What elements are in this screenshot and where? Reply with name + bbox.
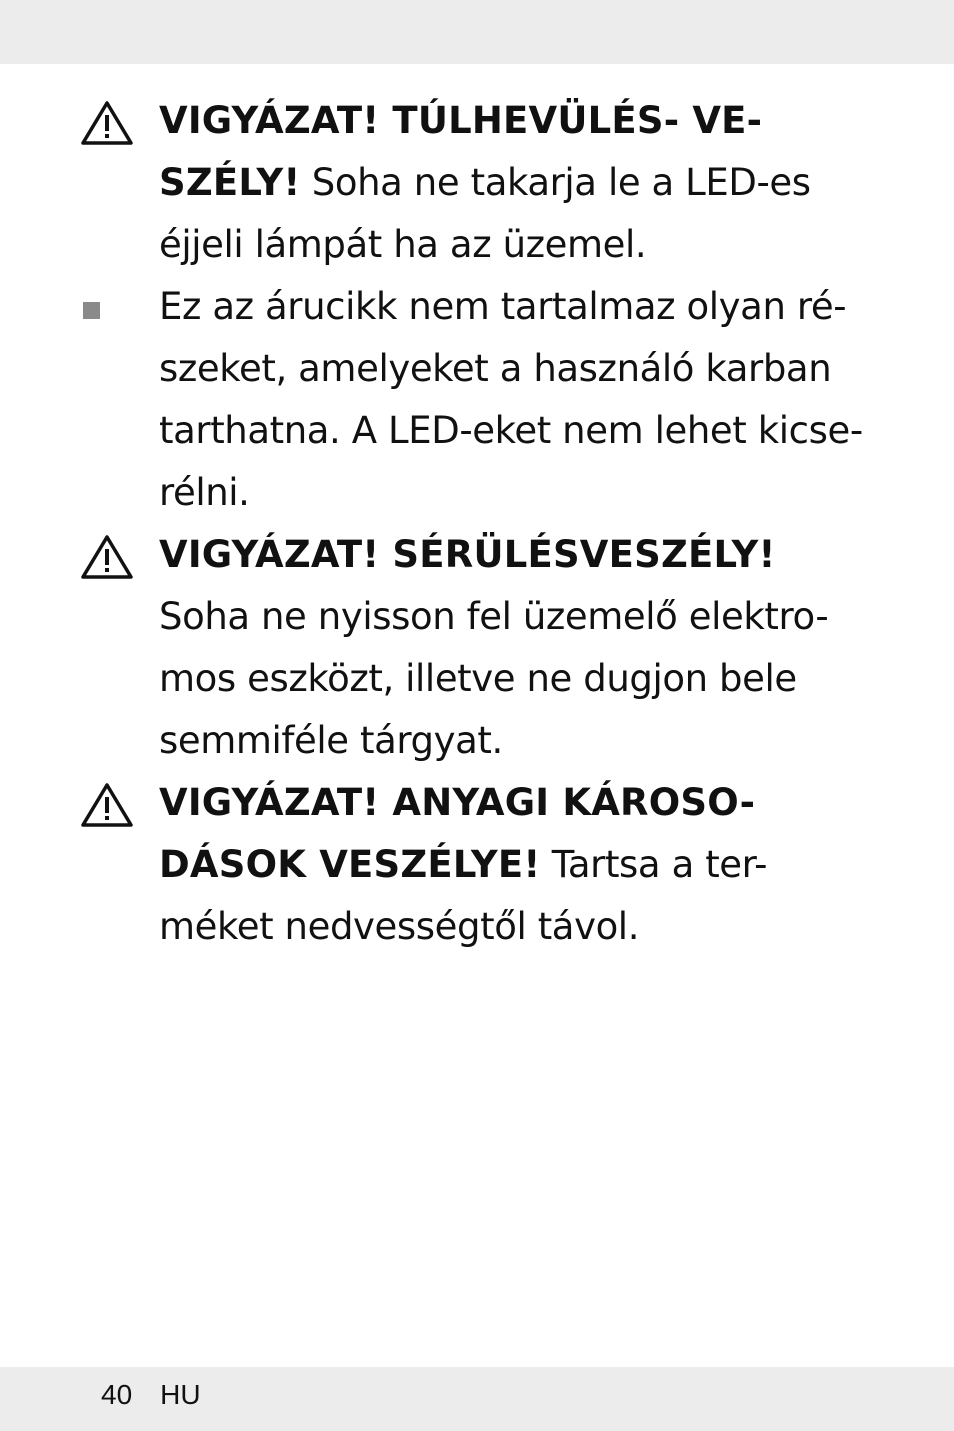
text-line: szeket, amelyeket a használó karban — [159, 347, 832, 390]
text-line: méket nedvességtől távol. — [159, 905, 640, 948]
page-footer — [101, 1378, 201, 1412]
text-line: SZÉLY! Soha ne takarja le a LED-es — [159, 161, 811, 204]
warning-overheat — [80, 90, 880, 276]
text-line: Soha ne nyisson fel üzemelő elektro- — [159, 595, 829, 638]
bold-heading: VIGYÁZAT! TÚLHEVÜLÉS- VE- — [159, 99, 763, 142]
text-line: DÁSOK VESZÉLYE! Tartsa a ter- — [159, 843, 768, 886]
text-line — [159, 772, 880, 834]
note-maintenance — [80, 276, 880, 524]
text-line: mos eszközt, illetve ne dugjon bele — [159, 657, 797, 700]
bold-heading: DÁSOK VESZÉLYE! — [159, 843, 541, 886]
warning-triangle-icon — [80, 534, 134, 580]
warning-injury — [80, 524, 880, 772]
language-code: HU — [160, 1379, 201, 1410]
warning-triangle-icon — [80, 100, 134, 146]
page-number: 40 — [101, 1379, 133, 1410]
square-bullet-icon — [83, 302, 100, 319]
top-band — [0, 0, 954, 64]
text-line: tarthatna. A LED-eket nem lehet kicse- — [159, 409, 863, 452]
text-line: rélni. — [159, 471, 250, 514]
content-area — [80, 90, 880, 958]
warning-triangle-icon — [80, 782, 134, 828]
bold-heading: VIGYÁZAT! ANYAGI KÁROSO- — [159, 781, 756, 824]
text-line — [159, 524, 880, 586]
text-line: éjjeli lámpát ha az üzemel. — [159, 223, 647, 266]
text-line: Ez az árucikk nem tartalmaz olyan ré- — [159, 285, 847, 328]
text-line — [159, 90, 880, 152]
warning-damage — [80, 772, 880, 958]
bold-heading: VIGYÁZAT! SÉRÜLÉSVESZÉLY! — [159, 533, 776, 576]
bold-heading: SZÉLY! — [159, 161, 301, 204]
text-line: semmiféle tárgyat. — [159, 719, 503, 762]
